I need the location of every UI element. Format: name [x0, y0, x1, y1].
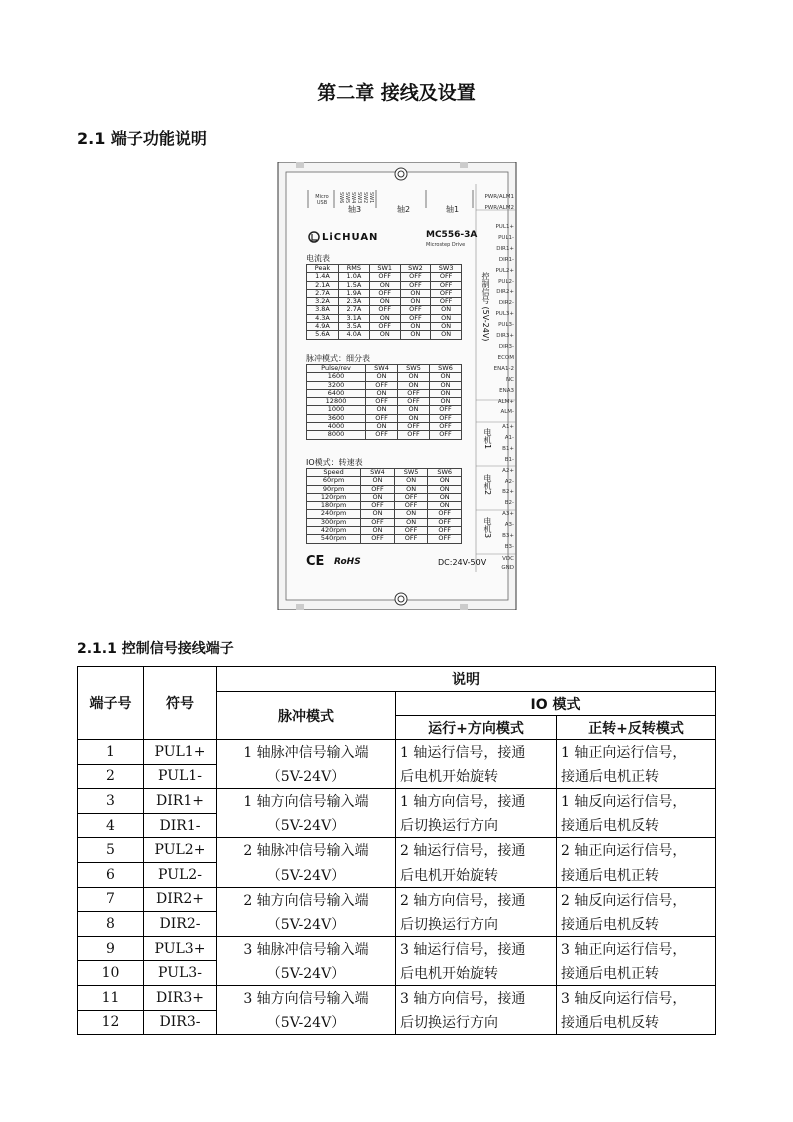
axis-label-3: 轴3: [348, 205, 362, 214]
pulse-mode-cell: 1 轴方向信号输入端: [217, 789, 396, 814]
symbol-cell: DIR1-: [144, 813, 217, 838]
mini-table-cell: 3.5A: [338, 323, 369, 331]
mini-table-cell: 1.0A: [338, 273, 369, 281]
run-direction-cell: 后切换运行方向: [396, 1010, 557, 1035]
driver-device-image: [276, 162, 518, 610]
pin-label: A3+: [502, 511, 514, 518]
mini-table-cell: OFF: [428, 510, 462, 518]
mini-table-cell: 3200: [307, 381, 366, 389]
control-pins: [494, 222, 514, 418]
table-row: [78, 1010, 716, 1035]
run-direction-cell: 1 轴方向信号，接通: [396, 789, 557, 814]
mini-table-cell: SW5: [394, 469, 428, 477]
forward-reverse-cell: 3 轴反向运行信号，: [557, 985, 716, 1010]
pin-label: B1+: [502, 445, 514, 452]
pulse-mode-cell: （5V-24V）: [217, 961, 396, 986]
mini-table-cell: OFF: [428, 535, 462, 543]
run-direction-cell: 3 轴方向信号，接通: [396, 985, 557, 1010]
mini-table-cell: 1.4A: [307, 273, 339, 281]
mini-table-cell: ON: [394, 510, 428, 518]
mini-table-cell: 1.9A: [338, 289, 369, 297]
mini-table-cell: OFF: [429, 431, 461, 439]
pin-label: A2+: [502, 467, 514, 474]
mini-table-row: [307, 331, 462, 339]
mini-table-cell: OFF: [431, 298, 462, 306]
pin-label: ENA3: [499, 387, 514, 394]
mini-table-cell: OFF: [398, 398, 430, 406]
mini-table-cell: ON: [429, 389, 461, 397]
mini-table-cell: ON: [428, 502, 462, 510]
table-row: [78, 887, 716, 912]
mini-table-cell: ON: [366, 406, 398, 414]
forward-reverse-cell: 接通后电机反转: [557, 813, 716, 838]
table-row: [78, 985, 716, 1010]
mini-table-cell: OFF: [361, 518, 395, 526]
mini-table-cell: ON: [398, 381, 430, 389]
mini-table-cell: 420rpm: [307, 527, 361, 535]
mini-table-cell: 90rpm: [307, 485, 361, 493]
run-direction-cell: 后切换运行方向: [396, 813, 557, 838]
symbol-cell: PUL1-: [144, 764, 217, 789]
header-description: 说明: [217, 667, 716, 692]
pulse-mode-cell: （5V-24V）: [217, 1010, 396, 1035]
switch-label: SW1: [368, 192, 374, 204]
mini-table-cell: 60rpm: [307, 477, 361, 485]
mini-table-cell: SW6: [428, 469, 462, 477]
run-direction-cell: 3 轴运行信号，接通: [396, 936, 557, 961]
mini-table-cell: 300rpm: [307, 518, 361, 526]
mini-table-cell: 2.7A: [338, 306, 369, 314]
pulse-table-title: 脉冲模式：细分表: [306, 354, 370, 363]
pulse-mode-cell: （5V-24V）: [217, 764, 396, 789]
mini-table-cell: ON: [361, 510, 395, 518]
mini-table-cell: ON: [394, 485, 428, 493]
run-direction-cell: 后电机开始旋转: [396, 961, 557, 986]
forward-reverse-cell: 3 轴正向运行信号，: [557, 936, 716, 961]
mini-table-cell: OFF: [394, 527, 428, 535]
forward-reverse-cell: 接通后电机反转: [557, 912, 716, 937]
mini-table-cell: 1.5A: [338, 281, 369, 289]
mini-table-row: [307, 373, 462, 381]
power-alarm-pins: [484, 192, 514, 214]
mini-table-cell: 2.7A: [307, 289, 339, 297]
symbol-cell: DIR3-: [144, 1010, 217, 1035]
brand-logo: LiCHUAN: [322, 232, 379, 243]
power-pins: [501, 555, 514, 573]
forward-reverse-cell: 接通后电机正转: [557, 764, 716, 789]
motor-pins: [502, 422, 514, 553]
mini-table-cell: OFF: [369, 289, 400, 297]
ce-mark: CE: [306, 554, 325, 569]
forward-reverse-cell: 1 轴正向运行信号，: [557, 740, 716, 765]
pin-label: DIR1+: [496, 245, 514, 252]
chapter-title: 第二章 接线及设置: [317, 82, 476, 104]
mini-table-cell: ON: [366, 423, 398, 431]
pin-label: PWR/ALM1: [484, 194, 514, 200]
pin-label: ENA1-2: [493, 365, 514, 372]
header-symbol: 符号: [144, 667, 217, 740]
header-terminal: 端子号: [78, 667, 144, 740]
terminal-table: [77, 666, 716, 1035]
mini-table-cell: ON: [431, 331, 462, 339]
mini-table-cell: OFF: [361, 535, 395, 543]
mini-table-cell: OFF: [428, 518, 462, 526]
pin-label: GND: [501, 565, 514, 571]
run-direction-cell: 后电机开始旋转: [396, 862, 557, 887]
terminal-number-cell: 1: [78, 740, 144, 765]
pin-label: PUL2-: [498, 278, 514, 285]
pin-label: B2-: [504, 500, 514, 507]
mini-table-cell: SW4: [366, 365, 398, 373]
header-pulse-mode: 脉冲模式: [217, 692, 396, 740]
pulse-mode-cell: （5V-24V）: [217, 912, 396, 937]
mini-table-cell: 540rpm: [307, 535, 361, 543]
mini-table-cell: ON: [361, 493, 395, 501]
header-forward-reverse-mode: 正转+反转模式: [557, 716, 716, 740]
mini-table-cell: SW2: [400, 265, 431, 273]
mini-table-cell: ON: [400, 298, 431, 306]
switch-label: SW3: [356, 192, 362, 204]
subsection-title: 2.1.1 控制信号接线端子: [77, 641, 234, 657]
current-table-title: 电流表: [306, 254, 330, 263]
mini-table-row: [307, 535, 462, 543]
mini-table-cell: ON: [431, 314, 462, 322]
symbol-cell: PUL3-: [144, 961, 217, 986]
pin-label: DIR2+: [496, 289, 514, 296]
io-table: [306, 468, 462, 544]
forward-reverse-cell: 接通后电机反转: [557, 1010, 716, 1035]
pin-label: B3+: [502, 533, 514, 540]
mini-table-cell: ON: [398, 414, 430, 422]
pin-label: PUL3+: [495, 311, 514, 318]
mini-table-cell: OFF: [369, 273, 400, 281]
mini-table-cell: OFF: [394, 493, 428, 501]
mini-table-cell: OFF: [400, 281, 431, 289]
forward-reverse-cell: 2 轴反向运行信号，: [557, 887, 716, 912]
mini-table-cell: OFF: [431, 273, 462, 281]
table-row: [78, 912, 716, 937]
mini-table-cell: 4.3A: [307, 314, 339, 322]
mini-table-cell: 120rpm: [307, 493, 361, 501]
pin-label: PUL1+: [495, 224, 514, 230]
mini-table-cell: 3600: [307, 414, 366, 422]
mini-table-cell: ON: [428, 485, 462, 493]
mini-table-cell: OFF: [366, 381, 398, 389]
motor3-label: 电机3: [483, 517, 492, 539]
forward-reverse-cell: 接通后电机正转: [557, 961, 716, 986]
mini-table-cell: ON: [428, 493, 462, 501]
mini-table-cell: OFF: [361, 485, 395, 493]
pulse-mode-cell: （5V-24V）: [217, 862, 396, 887]
mini-table-cell: ON: [369, 331, 400, 339]
mini-table-cell: 1000: [307, 406, 366, 414]
mini-table-row: [307, 273, 462, 281]
mini-table-cell: Pulse/rev: [307, 365, 366, 373]
symbol-cell: DIR2+: [144, 887, 217, 912]
pin-label: DIR3-: [498, 343, 514, 350]
symbol-cell: DIR1+: [144, 789, 217, 814]
mini-table-cell: ON: [400, 323, 431, 331]
pulse-mode-cell: 3 轴方向信号输入端: [217, 985, 396, 1010]
run-direction-cell: 后电机开始旋转: [396, 764, 557, 789]
forward-reverse-cell: 1 轴反向运行信号，: [557, 789, 716, 814]
pulse-mode-cell: 1 轴脉冲信号输入端: [217, 740, 396, 765]
pin-label: ECOM: [497, 354, 514, 361]
mini-table-row: [307, 431, 462, 439]
pin-label: PUL1-: [498, 234, 514, 241]
mini-table-cell: ON: [428, 477, 462, 485]
table-row: [78, 838, 716, 863]
terminal-number-cell: 2: [78, 764, 144, 789]
table-row: [78, 862, 716, 887]
mini-table-cell: OFF: [429, 423, 461, 431]
pin-label: A2-: [504, 478, 514, 485]
mini-table-cell: OFF: [366, 431, 398, 439]
mini-table-cell: OFF: [429, 414, 461, 422]
mini-table-cell: 2.1A: [307, 281, 339, 289]
switch-label: SW2: [362, 192, 368, 204]
mini-table-cell: ON: [429, 373, 461, 381]
symbol-cell: PUL1+: [144, 740, 217, 765]
mini-table-cell: ON: [366, 389, 398, 397]
table-row: [78, 764, 716, 789]
mini-table-cell: ON: [431, 306, 462, 314]
symbol-cell: DIR2-: [144, 912, 217, 937]
axis-label-1: 轴1: [446, 205, 460, 214]
mini-table-cell: OFF: [361, 502, 395, 510]
pin-label: VDC: [502, 556, 514, 562]
symbol-cell: PUL3+: [144, 936, 217, 961]
mini-table-cell: 3.1A: [338, 314, 369, 322]
terminal-number-cell: 9: [78, 936, 144, 961]
mini-table-cell: ON: [400, 331, 431, 339]
pulse-table: [306, 364, 462, 440]
mini-table-cell: ON: [398, 373, 430, 381]
mini-table-cell: ON: [366, 373, 398, 381]
mini-table-cell: OFF: [366, 398, 398, 406]
mini-table-cell: OFF: [398, 423, 430, 431]
table-row: [78, 936, 716, 961]
pin-label: DIR1-: [498, 256, 514, 263]
mini-table-cell: 240rpm: [307, 510, 361, 518]
terminal-number-cell: 6: [78, 862, 144, 887]
run-direction-cell: 2 轴方向信号，接通: [396, 887, 557, 912]
mini-table-cell: ON: [400, 289, 431, 297]
table-row: [78, 789, 716, 814]
mini-table-cell: 4.9A: [307, 323, 339, 331]
mini-table-cell: 6400: [307, 389, 366, 397]
pulse-mode-cell: 2 轴方向信号输入端: [217, 887, 396, 912]
usb-label: Micro USB: [315, 194, 329, 206]
io-table-title: IO模式：转速表: [306, 458, 363, 467]
pulse-mode-cell: （5V-24V）: [217, 813, 396, 838]
mini-table-cell: ON: [398, 406, 430, 414]
terminal-number-cell: 10: [78, 961, 144, 986]
pin-label: PUL2+: [495, 267, 514, 274]
forward-reverse-cell: 2 轴正向运行信号，: [557, 838, 716, 863]
table-row: [78, 813, 716, 838]
pin-label: ALM-: [500, 409, 514, 416]
axis-label-2: 轴2: [397, 205, 411, 214]
mini-table-cell: Peak: [307, 265, 339, 273]
mini-table-cell: OFF: [369, 306, 400, 314]
terminal-number-cell: 7: [78, 887, 144, 912]
pin-label: B1-: [504, 456, 514, 463]
terminal-number-cell: 3: [78, 789, 144, 814]
mini-table-cell: OFF: [400, 306, 431, 314]
pin-label: A1-: [504, 434, 514, 441]
mini-table-cell: SW6: [429, 365, 461, 373]
pin-label: ALM+: [497, 398, 514, 405]
pin-label: DIR3+: [496, 333, 514, 340]
mini-table-cell: ON: [394, 518, 428, 526]
mini-table-cell: ON: [369, 281, 400, 289]
pin-label: B2+: [502, 489, 514, 496]
mini-table-cell: 8000: [307, 431, 366, 439]
mini-table-cell: 3.2A: [307, 298, 339, 306]
run-direction-cell: 2 轴运行信号，接通: [396, 838, 557, 863]
symbol-cell: DIR3+: [144, 985, 217, 1010]
mini-table-cell: 5.6A: [307, 331, 339, 339]
terminal-number-cell: 4: [78, 813, 144, 838]
mini-table-cell: OFF: [431, 281, 462, 289]
mini-table-cell: ON: [394, 477, 428, 485]
mini-table-cell: OFF: [428, 527, 462, 535]
mini-table-cell: SW4: [361, 469, 395, 477]
mini-table-cell: RMS: [338, 265, 369, 273]
mini-table-cell: ON: [369, 298, 400, 306]
forward-reverse-cell: 接通后电机正转: [557, 862, 716, 887]
mini-table-cell: OFF: [394, 502, 428, 510]
terminal-number-cell: 8: [78, 912, 144, 937]
mini-table-row: [307, 477, 462, 485]
pin-label: A3-: [504, 522, 514, 529]
mini-table-cell: ON: [429, 398, 461, 406]
mini-table-cell: Speed: [307, 469, 361, 477]
model-subtitle: Microstep Drive: [426, 242, 466, 248]
voltage-label: DC:24V-50V: [438, 558, 487, 567]
mini-table-cell: OFF: [369, 323, 400, 331]
section-title: 2.1 端子功能说明: [77, 129, 207, 148]
control-signal-label: 控制信号 (5V-24V): [481, 272, 490, 342]
mini-table-cell: 180rpm: [307, 502, 361, 510]
mini-table-cell: ON: [361, 527, 395, 535]
mini-table-cell: OFF: [429, 406, 461, 414]
mini-table-cell: OFF: [394, 535, 428, 543]
model-name: MC556-3A: [426, 230, 478, 240]
mini-table-cell: OFF: [366, 414, 398, 422]
run-direction-cell: 后切换运行方向: [396, 912, 557, 937]
header-io-mode: IO 模式: [396, 692, 716, 716]
pulse-mode-cell: 2 轴脉冲信号输入端: [217, 838, 396, 863]
mini-table-cell: SW1: [369, 265, 400, 273]
mini-table-cell: OFF: [400, 314, 431, 322]
terminal-number-cell: 11: [78, 985, 144, 1010]
mini-table-cell: 4000: [307, 423, 366, 431]
motor1-label: 电机1: [483, 428, 492, 450]
terminal-number-cell: 5: [78, 838, 144, 863]
table-row: [78, 961, 716, 986]
pin-label: B3-: [504, 543, 514, 550]
mini-table-cell: 1600: [307, 373, 366, 381]
mini-table-cell: ON: [361, 477, 395, 485]
run-direction-cell: 1 轴运行信号，接通: [396, 740, 557, 765]
pin-label: A1+: [502, 424, 514, 430]
rohs-mark: RoHS: [334, 557, 361, 567]
mini-table-cell: ON: [431, 323, 462, 331]
mini-table-cell: OFF: [398, 431, 430, 439]
pin-label: NC: [506, 376, 514, 383]
mini-table-cell: OFF: [400, 273, 431, 281]
pulse-mode-cell: 3 轴脉冲信号输入端: [217, 936, 396, 961]
table-row: [78, 740, 716, 765]
mini-table-cell: SW5: [398, 365, 430, 373]
current-table: [306, 264, 462, 340]
terminal-number-cell: 12: [78, 1010, 144, 1035]
header-run-direction-mode: 运行+方向模式: [396, 716, 557, 740]
pin-label: PWR/ALM2: [484, 204, 514, 211]
mini-table-cell: OFF: [431, 289, 462, 297]
switch-label: SW6: [338, 192, 344, 204]
mini-table-cell: ON: [369, 314, 400, 322]
pin-label: PUL3-: [498, 322, 514, 329]
symbol-cell: PUL2+: [144, 838, 217, 863]
motor2-label: 电机2: [483, 474, 492, 496]
mini-table-cell: ON: [429, 381, 461, 389]
symbol-cell: PUL2-: [144, 862, 217, 887]
mini-table-cell: SW3: [431, 265, 462, 273]
mini-table-cell: 2.3A: [338, 298, 369, 306]
mini-table-cell: 12800: [307, 398, 366, 406]
pin-label: DIR2-: [498, 300, 514, 307]
switch-label: SW5: [344, 192, 350, 204]
mini-table-cell: OFF: [398, 389, 430, 397]
mini-table-cell: 4.0A: [338, 331, 369, 339]
switch-label: SW4: [350, 192, 356, 204]
mini-table-cell: 3.8A: [307, 306, 339, 314]
